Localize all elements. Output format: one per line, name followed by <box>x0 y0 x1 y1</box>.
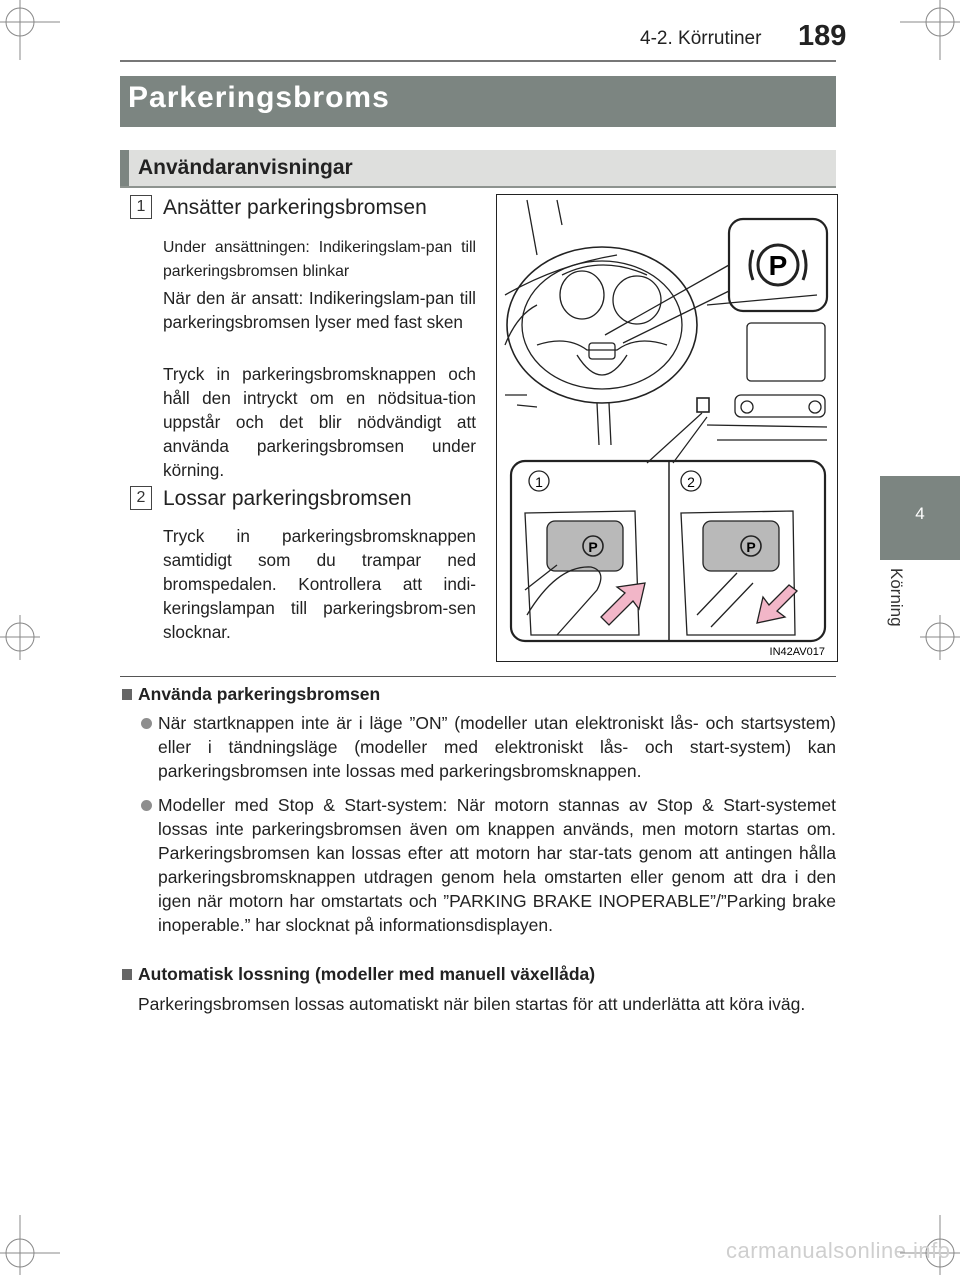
parking-button-symbol: P <box>746 539 756 555</box>
step-number-box: 2 <box>130 486 152 510</box>
page-title: Parkeringsbroms <box>128 81 390 114</box>
step-paragraph: När den är ansatt: Indikeringslam-pan till parkeringsbromsen lyser med fast sken <box>163 288 476 332</box>
parking-button-symbol: P <box>588 539 598 555</box>
parking-symbol: P <box>768 250 788 281</box>
bullet-text: När startknappen inte är i läge ”ON” (modeller utan elektroniskt lås- och startsystem) eller i tändningsläge (modeller med elektroniskt lås- och start-system) kan parkeringsbromsen inte lossas med parkeringsbromsknappen. <box>158 713 836 781</box>
chapter-tab-label-wrap <box>878 568 918 648</box>
callout-number: 2 <box>687 474 695 490</box>
illustration-frame <box>496 194 838 662</box>
step-paragraph: Under ansättningen: Indikeringslam-pan till parkeringsbromsen blinkar <box>163 239 476 280</box>
chapter-tab-number: 4 <box>915 504 925 523</box>
illustration-code: IN42AV017 <box>769 646 825 658</box>
parking-brake-illustration <box>497 195 837 661</box>
callout-number: 1 <box>535 474 543 490</box>
section-heading: Använda parkeringsbromsen <box>138 684 381 704</box>
section-text: Parkeringsbromsen lossas automatiskt när bilen startas för att underlätta att köra iväg. <box>138 994 806 1014</box>
step-title: Ansätter parkeringsbromsen <box>163 196 427 219</box>
step-number-box: 1 <box>130 195 152 219</box>
header-rule <box>120 60 836 62</box>
bullet-icon <box>141 800 152 811</box>
subtitle-rule <box>120 186 836 188</box>
section-heading: Automatisk lossning (modeller med manuell växellåda) <box>138 964 596 984</box>
section-divider <box>120 676 836 677</box>
step-paragraph: Tryck in parkeringsbromsknappen och håll den intryckt om en nödsitua-tion uppstår och det blir nödvändigt att använda parkeringsbromsen under körning. <box>163 364 476 480</box>
bullet-text: Modeller med Stop & Start-system: När motorn stannas av Stop & Start-systemet lossas inte parkeringsbromsen även om knappen används, men motorn startas om. Parkeringsbromsen kan lossas efter att motorn har star-tats genom att antingen hålla parkeringsbromsknappen utdragen genom hela omstarten eller genom att dra i den igen när motorn har omstartats och ”PARKING BRAKE INOPERABLE”/”Parking brake inoperable.” har slocknat på informationsdisplayen. <box>158 795 836 935</box>
page-number: 189 <box>798 20 847 52</box>
section-square-icon <box>122 969 132 980</box>
step-paragraph: Tryck in parkeringsbromsknappen samtidigt som du trampar ned bromspedalen. Kontrollera att indi-keringslampan till parkeringsbrom-sen slocknar. <box>163 526 476 642</box>
footer-watermark: carmanualsonline.info <box>726 1238 951 1263</box>
section-square-icon <box>122 689 132 700</box>
subtitle-accent <box>120 150 129 186</box>
subtitle: Användaranvisningar <box>138 156 353 179</box>
step-title: Lossar parkeringsbromsen <box>163 487 412 510</box>
bullet-icon <box>141 718 152 729</box>
header-section: 4-2. Körrutiner <box>640 28 762 49</box>
chapter-tab-label: Körning <box>887 568 906 627</box>
